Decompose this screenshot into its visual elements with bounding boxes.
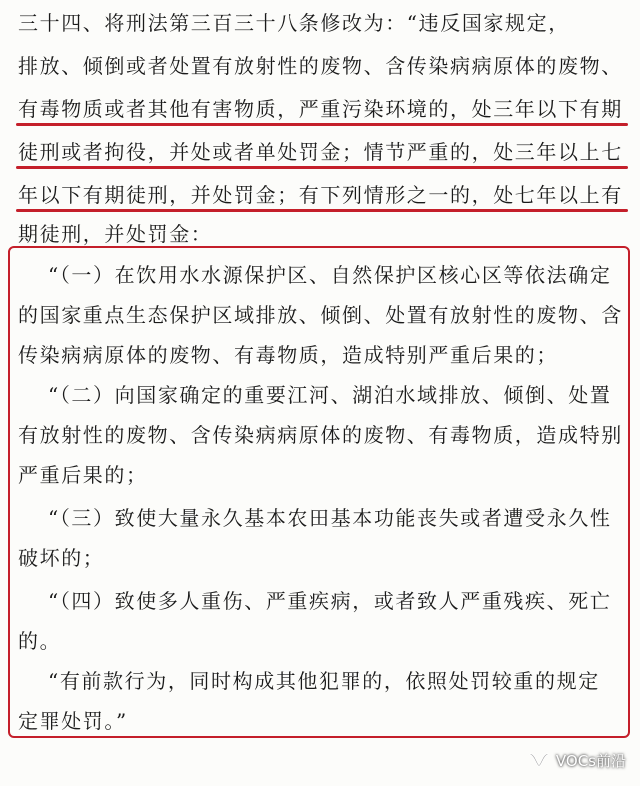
text-line-4: 徒刑或者拘役，并处或者单处罚金；情节严重的，处三年以上七	[18, 140, 623, 164]
wechat-channel-icon	[528, 749, 550, 771]
clause-2-line-2: 有放射性的废物、含传染病病原体的废物、有毒物质，造成特别	[18, 423, 623, 447]
clause-4-line-2: 的。	[18, 629, 62, 653]
clause-1-line-1: “（一）在饮用水水源保护区、自然保护区核心区等依法确定	[48, 263, 612, 287]
watermark	[528, 748, 626, 772]
clause-2-line-1: “（二）向国家确定的重要江河、湖泊水域排放、倾倒、处置	[48, 383, 612, 407]
clause-2-line-3: 严重后果的；	[18, 463, 148, 487]
clause-4-line-1: “（四）致使多人重伤、严重疾病，或者致人严重残疾、死亡	[48, 589, 612, 613]
highlight-underline-1	[16, 123, 628, 126]
clause-1-line-3: 传染病病原体的废物、有毒物质，造成特别严重后果的；	[18, 343, 558, 367]
text-line-1: 三十四、将刑法第三百三十八条修改为：“违反国家规定，	[18, 11, 570, 35]
highlight-underline-3	[16, 209, 628, 212]
clause-3-line-1: “（三）致使大量永久基本农田基本功能丧失或者遭受永久性	[48, 506, 612, 530]
text-line-6: 期徒刑，并处罚金：	[18, 222, 213, 246]
clause-3-line-2: 破坏的；	[18, 546, 105, 570]
text-line-3: 有毒物质或者其他有害物质，严重污染环境的，处三年以下有期	[18, 97, 623, 121]
final-paragraph-line-1: “有前款行为，同时构成其他犯罪的，依照处罚较重的规定	[48, 669, 600, 693]
text-line-2: 排放、倾倒或者处置有放射性的废物、含传染病病原体的废物、	[18, 54, 623, 78]
watermark-label: VOCs前沿	[555, 751, 626, 770]
highlight-underline-2	[16, 166, 628, 169]
clause-1-line-2: 的国家重点生态保护区域排放、倾倒、处置有放射性的废物、含	[18, 303, 623, 327]
final-paragraph-line-2: 定罪处罚。”	[18, 709, 128, 733]
text-line-5: 年以下有期徒刑，并处罚金；有下列情形之一的，处七年以上有	[18, 183, 623, 207]
